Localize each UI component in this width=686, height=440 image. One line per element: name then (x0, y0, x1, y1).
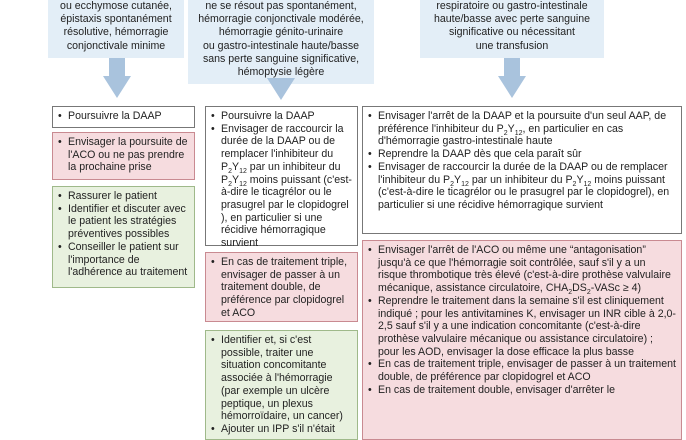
col1-box-aco (52, 132, 195, 180)
header-line: significative ou nécessitant (448, 26, 576, 39)
list-item: • En cas de traitement triple, envisager de passer à un traitement double, de préférence par clopidogrel et ACO (211, 256, 352, 320)
header-line: épistaxis spontanément (60, 13, 172, 26)
header-col2 (188, 0, 374, 84)
list-item: • Conseiller le patient sur l'importance de l'adhérence au traitement (58, 241, 189, 279)
list-item: • Identifier et discuter avec le patient les stratégies préventives possibles (58, 203, 189, 241)
header-line: hémoptysie légère (237, 66, 325, 79)
header-line: ne se résout pas spontanément, (205, 0, 357, 12)
header-col3 (420, 0, 604, 58)
list-item: • Rassurer le patient (58, 190, 189, 203)
list-item: • Envisager la poursuite de l'ACO ou ne pas prendre la prochaine prise (58, 136, 189, 174)
header-line: conjonctivale minime (66, 39, 166, 52)
list-item: • Reprendre la DAAP dès que cela paraît sûr (368, 148, 676, 161)
header-col1 (48, 0, 184, 58)
down-arrow-icon (267, 78, 295, 100)
header-line: une transfusion (475, 39, 549, 52)
col3-box-daap (362, 106, 682, 234)
list-item: • En cas de traitement triple, envisager de passer à un traitement double, de préférence par clopidogrel et ACO (368, 358, 676, 383)
list-item: • Reprendre le traitement dans la semaine s'il est cliniquement indiqué ; pour les antivitamines K, envisager un INR cible à 2,0-2,5 sauf s'il y a une indication concomitante (c'est-à-dire prothèse valvulaire mécanique ou assistance circulatoire) ; pour les AOD, envisager la dose efficace la plus basse (368, 295, 676, 359)
list-item: • Envisager l'arrêt de l'ACO ou même une “antagonisation” jusqu'à ce que l'hémorragie soit contrôlée, sauf s'il y a un risque thrombotique très élevé (c'est-à-dire prothèse valvulaire mécanique, assistance circulatoire, $CHA_2DS_2$-VASc ≥ 4) (368, 244, 676, 295)
header-line: ou gastro-intestinale haute/basse (202, 39, 360, 52)
list-item: • Ajouter un IPP s'il n'était (211, 423, 352, 436)
down-arrow-icon (103, 76, 131, 98)
header-line: ou ecchymose cutanée, (60, 0, 172, 12)
arrow-stem (109, 58, 125, 78)
down-arrow-icon (498, 76, 526, 98)
header-line: respiratoire ou gastro-intestinale (436, 0, 588, 12)
col2-box-daap (205, 106, 358, 250)
header-line: hémorragie conjonctivale modérée, (198, 13, 364, 26)
list-item: • Poursuivre la DAAP (211, 110, 352, 123)
list-item: • En cas de traitement double, envisager d'arrêter le (368, 384, 676, 397)
list-item: • Identifier et, si c'est possible, traiter une situation concomitante associée à l'hémorragie (par exemple un ulcère peptique, un plexus hémorroïdaire, un cancer) (211, 334, 352, 423)
header-line: haute/basse avec perte sanguine (433, 13, 591, 26)
header-line: hémorragie génito-urinaire (218, 26, 344, 39)
col3-box-aco (362, 240, 682, 440)
arrow-stem (504, 58, 520, 78)
col1-box-daap (52, 106, 195, 128)
col1-box-patient (52, 186, 195, 288)
list-item: • Envisager l'arrêt de la DAAP et la poursuite d'un seul AAP, de préférence l'inhibiteur du $P_2Y_{12}$, en particulier en cas d'hémorragie gastro-intestinale haute (368, 110, 676, 148)
list-item: • Poursuivre la DAAP (58, 110, 189, 123)
list-item: • Envisager de raccourcir la durée de la DAAP ou de remplacer l'inhibiteur du $P_2Y_{12}$ par un inhibiteur du $P_2Y_{12}$ moins puissant (c'est-à-dire le ticagrélor ou le prasugrel par le clopidogrel ), en particulier si une récidive hémorragique survient (211, 123, 352, 250)
header-line: résolutive, hémorragie (63, 26, 169, 39)
col2-box-triple (205, 252, 358, 322)
col2-box-concomitant (205, 330, 358, 440)
list-item: • Envisager de raccourcir la durée de la DAAP ou de remplacer l'inhibiteur du $P_2Y_{12}$ par un inhibiteur du $P_2Y_{12}$ moins puissant (c'est-à-dire le ticagrélor ou le prasugrel par le clopidogrel), en particulier si une récidive hémorragique survient (368, 161, 676, 212)
header-line: sans perte sanguine significative, (202, 52, 360, 65)
